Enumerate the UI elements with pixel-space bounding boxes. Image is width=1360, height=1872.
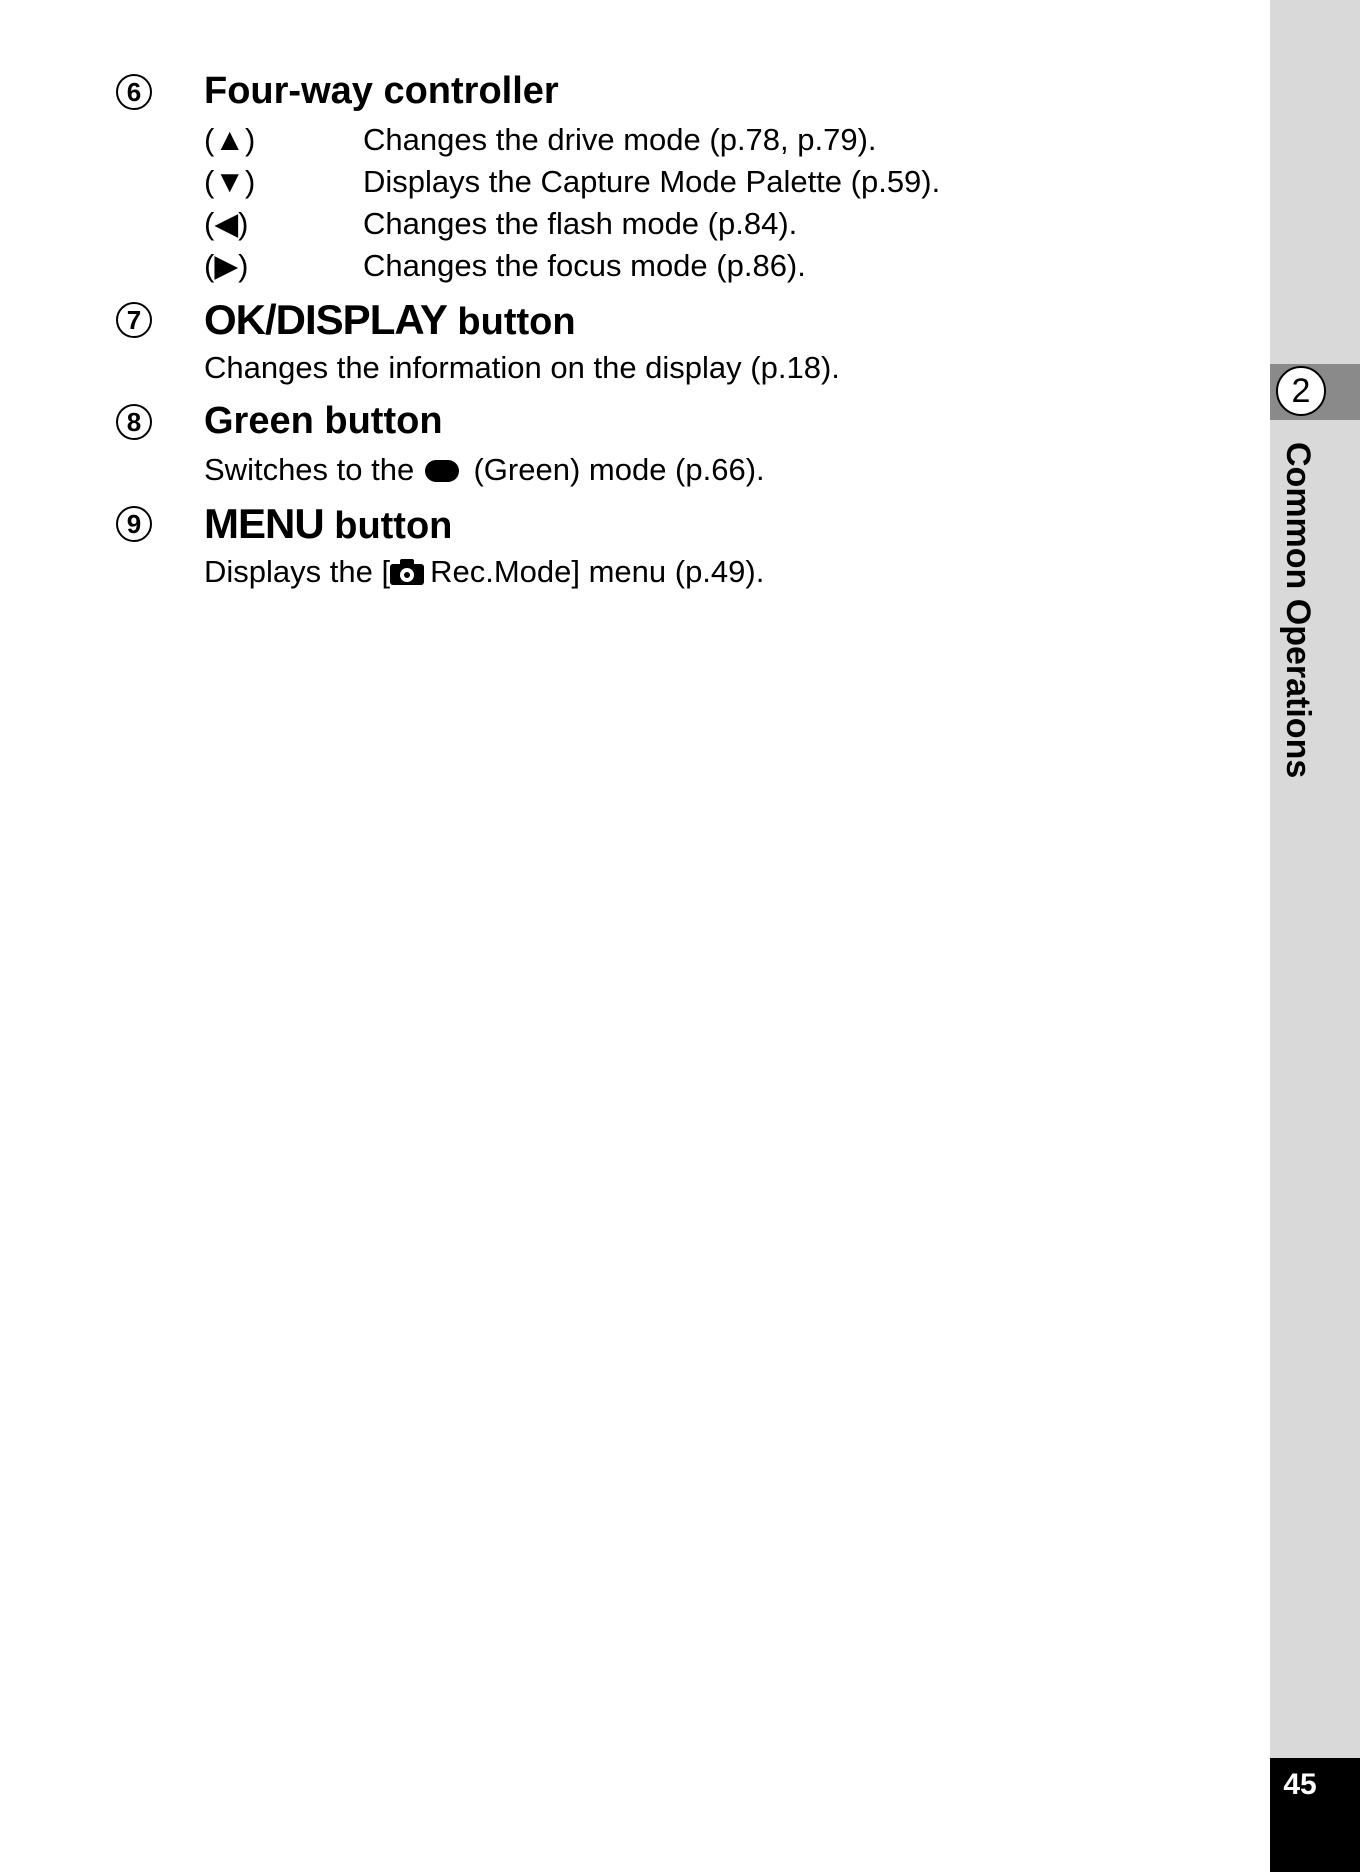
chapter-number: 2 [1276,366,1326,416]
description-text-before: Switches to the [204,452,415,487]
chapter-sidebar [1270,0,1360,1872]
item-number-badge: 6 [116,74,152,110]
section-description: Changes the information on the display (p.18). [204,350,840,385]
item-number-badge: 7 [116,302,152,338]
green-mode-icon [425,460,459,482]
description-text-before: Displays the [ [204,554,391,589]
item-number-badge: 8 [116,404,152,440]
chapter-title: Common Operations [1279,442,1317,779]
section-heading: Four-way controller [204,70,559,112]
down-key-label: (▼) [204,164,256,199]
menu-key-label: MENU [204,500,324,547]
right-key-label: (▶) [204,248,249,283]
section-heading [204,296,576,344]
heading-suffix: button [323,505,453,547]
camera-icon [390,559,424,585]
section-heading [204,500,452,548]
right-key-description: Changes the focus mode (p.86). [363,248,806,283]
heading-suffix: button [446,301,576,343]
up-key-description: Changes the drive mode (p.78, p.79). [363,122,877,157]
page-number: 45 [1283,1768,1317,1801]
ok-display-key-label: OK/DISPLAY [204,296,447,343]
down-key-description: Displays the Capture Mode Palette (p.59). [363,164,941,199]
item-number-badge: 9 [116,506,152,542]
description-text-after: (Green) mode (p.66). [473,452,765,487]
up-key-label: (▲) [204,122,256,157]
description-text-after: Rec.Mode] menu (p.49). [430,554,765,589]
section-heading: Green button [204,400,443,442]
left-key-description: Changes the flash mode (p.84). [363,206,798,241]
section-description [204,452,765,488]
left-key-label: (◀) [204,206,249,241]
section-description [204,554,764,590]
